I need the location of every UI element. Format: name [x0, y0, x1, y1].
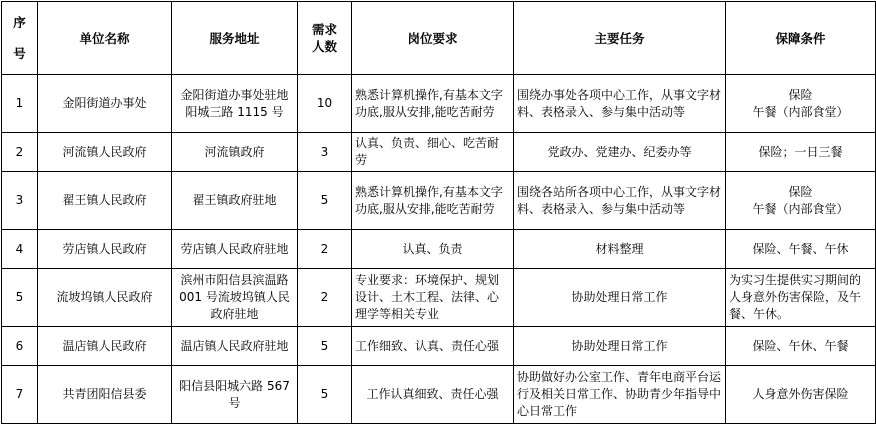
cell-count: 2	[298, 230, 352, 269]
cell-task: 协助处理日常工作	[514, 269, 726, 327]
header-unit: 单位名称	[38, 2, 172, 75]
cell-address: 阳信县阳城六路 567 号	[172, 366, 298, 424]
cell-unit: 共青团阳信县委	[38, 366, 172, 424]
cell-count: 2	[298, 269, 352, 327]
cell-requirement: 专业要求：环境保护、规划设计、土木工程、法律、心理学等相关专业	[352, 269, 514, 327]
cell-requirement: 认真、负责、细心、吃苦耐劳	[352, 133, 514, 172]
cell-task: 围绕各站所各项中心工作，从事文字材料、表格录入、参与集中活动等	[514, 172, 726, 230]
cell-task: 协助做好办公室工作、青年电商平台运行及相关日常工作、协助青少年指导中心日常工作	[514, 366, 726, 424]
table-row	[2, 366, 876, 424]
cell-count: 3	[298, 133, 352, 172]
cell-benefit: 为实习生提供实习期间的人身意外伤害保险，及午餐、午休。	[726, 269, 876, 327]
cell-benefit: 保险、午休、午餐	[726, 327, 876, 366]
header-address: 服务地址	[172, 2, 298, 75]
cell-benefit: 保险；一日三餐	[726, 133, 876, 172]
cell-count: 5	[298, 327, 352, 366]
cell-seq: 5	[2, 269, 38, 327]
cell-count: 5	[298, 366, 352, 424]
cell-seq: 6	[2, 327, 38, 366]
cell-seq: 4	[2, 230, 38, 269]
cell-task: 材料整理	[514, 230, 726, 269]
header-need-line-2: 人数	[311, 39, 337, 54]
cell-address: 金阳街道办事处驻地阳城三路 1115 号	[172, 75, 298, 133]
internship-table	[1, 1, 876, 424]
cell-unit: 翟王镇人民政府	[38, 172, 172, 230]
table-row	[2, 172, 876, 230]
cell-count: 10	[298, 75, 352, 133]
cell-benefit: 人身意外伤害保险	[726, 366, 876, 424]
cell-requirement: 熟悉计算机操作,有基本文字功底,服从安排,能吃苦耐劳	[352, 75, 514, 133]
header-need-line-1: 需求	[311, 22, 337, 37]
table-row	[2, 133, 876, 172]
header-seq	[2, 2, 38, 75]
table-row	[2, 269, 876, 327]
header-need	[298, 2, 352, 75]
header-row	[2, 2, 876, 75]
cell-address: 翟王镇政府驻地	[172, 172, 298, 230]
cell-seq: 7	[2, 366, 38, 424]
cell-address: 河流镇政府	[172, 133, 298, 172]
cell-unit: 流坡坞镇人民政府	[38, 269, 172, 327]
cell-requirement: 熟悉计算机操作,有基本文字功底,服从安排,能吃苦耐劳	[352, 172, 514, 230]
cell-address: 劳店镇人民政府驻地	[172, 230, 298, 269]
cell-seq: 3	[2, 172, 38, 230]
cell-seq: 1	[2, 75, 38, 133]
cell-task: 协助处理日常工作	[514, 327, 726, 366]
cell-count: 5	[298, 172, 352, 230]
cell-seq: 2	[2, 133, 38, 172]
cell-requirement: 工作认真细致、责任心强	[352, 366, 514, 424]
table-row	[2, 327, 876, 366]
table-row	[2, 75, 876, 133]
header-seq-char-2: 号	[13, 46, 26, 61]
cell-benefit: 保险 午餐（内部食堂）	[726, 172, 876, 230]
cell-requirement: 工作细致、认真、责任心强	[352, 327, 514, 366]
cell-unit: 温店镇人民政府	[38, 327, 172, 366]
table-row	[2, 230, 876, 269]
cell-benefit: 保险 午餐（内部食堂）	[726, 75, 876, 133]
cell-requirement: 认真、负责	[352, 230, 514, 269]
header-task: 主要任务	[514, 2, 726, 75]
cell-task: 围绕办事处各项中心工作，从事文字材料、表格录入、参与集中活动等	[514, 75, 726, 133]
header-benefit: 保障条件	[726, 2, 876, 75]
cell-unit: 金阳街道办事处	[38, 75, 172, 133]
cell-address: 滨州市阳信县滨温路 001 号流坡坞镇人民政府驻地	[172, 269, 298, 327]
header-seq-char-1: 序	[13, 15, 26, 30]
header-requirement: 岗位要求	[352, 2, 514, 75]
cell-benefit: 保险、午餐、午休	[726, 230, 876, 269]
cell-task: 党政办、党建办、纪委办等	[514, 133, 726, 172]
cell-unit: 劳店镇人民政府	[38, 230, 172, 269]
cell-address: 温店镇人民政府驻地	[172, 327, 298, 366]
cell-unit: 河流镇人民政府	[38, 133, 172, 172]
